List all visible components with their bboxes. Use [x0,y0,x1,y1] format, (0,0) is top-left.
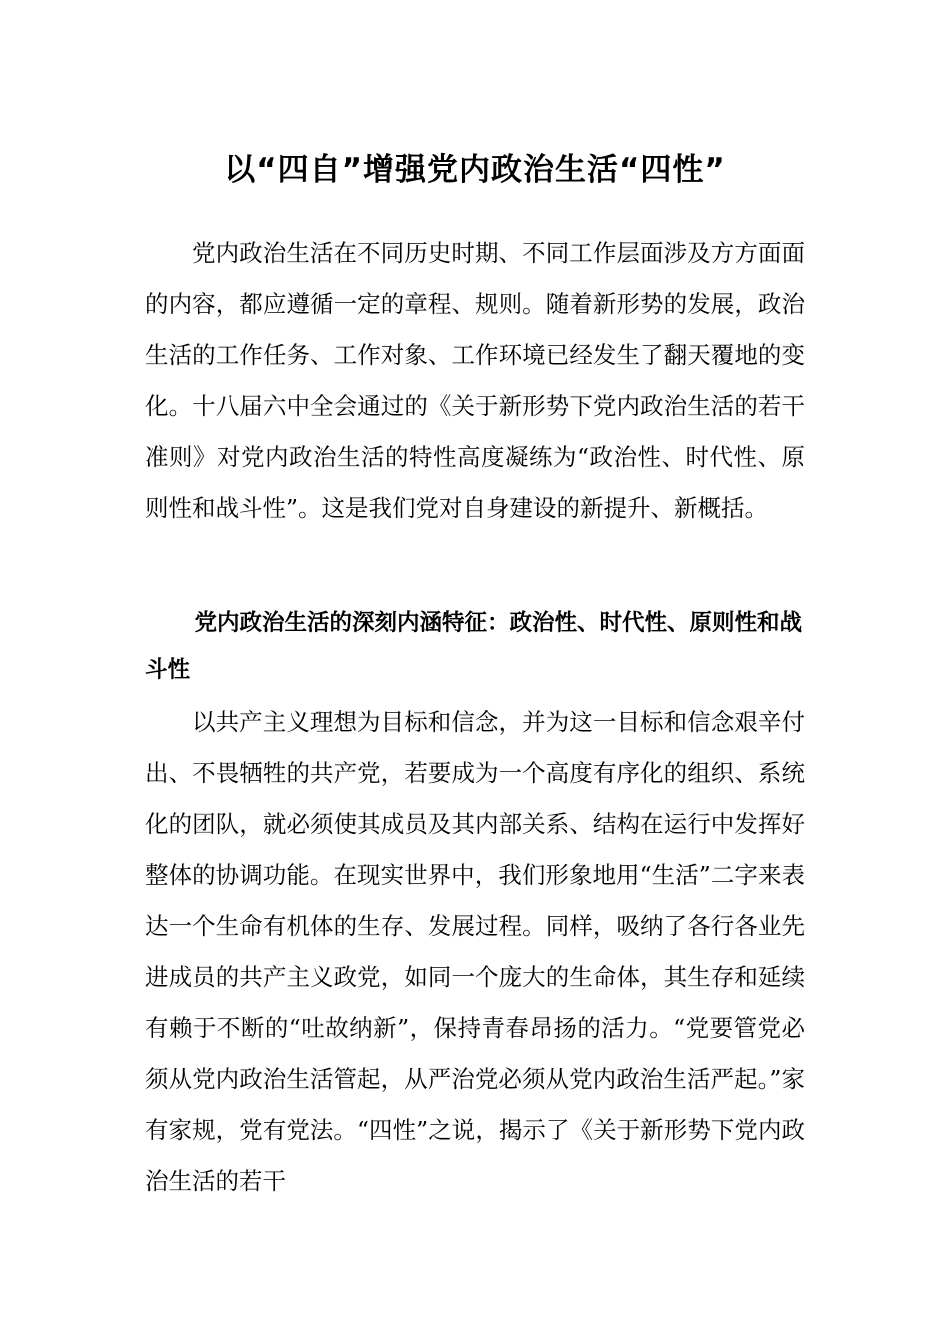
section-paragraph: 以共产主义理想为目标和信念，并为这一目标和信念艰辛付出、不畏牺牲的共产党，若要成为一个高度有序化的组织、系统化的团队，就必须使其成员及其内部关系、结构在运行中发挥好整体的协调功能。在现实世界中，我们形象地用“生活”二字来表达一个生命有机体的生存、发展过程。同样，吸纳了各行各业先进成员的共产主义政党，如同一个庞大的生命体，其生存和延续有赖于不断的“吐故纳新”，保持青春昂扬的活力。“党要管党必须从党内政治生活管起，从严治党必须从党内政治生活严起。”家有家规，党有党法。“四性”之说，揭示了《关于新形势下党内政治生活的若干 [145,708,805,1195]
document-title: 以“四自”增强党内政治生活“四性” [224,152,726,188]
section-heading: 党内政治生活的深刻内涵特征：政治性、时代性、原则性和战斗性 [145,610,803,683]
intro-paragraph: 党内政治生活在不同历史时期、不同工作层面涉及方方面面的内容，都应遵循一定的章程、规则。随着新形势的发展，政治生活的工作任务、工作对象、工作环境已经发生了翻天覆地的变化。十八届六中全会通过的《关于新形势下党内政治生活的若干准则》对党内政治生活的特性高度凝练为“政治性、时代性、原则性和战斗性”。这是我们党对自身建设的新提升、新概括。 [145,239,805,522]
